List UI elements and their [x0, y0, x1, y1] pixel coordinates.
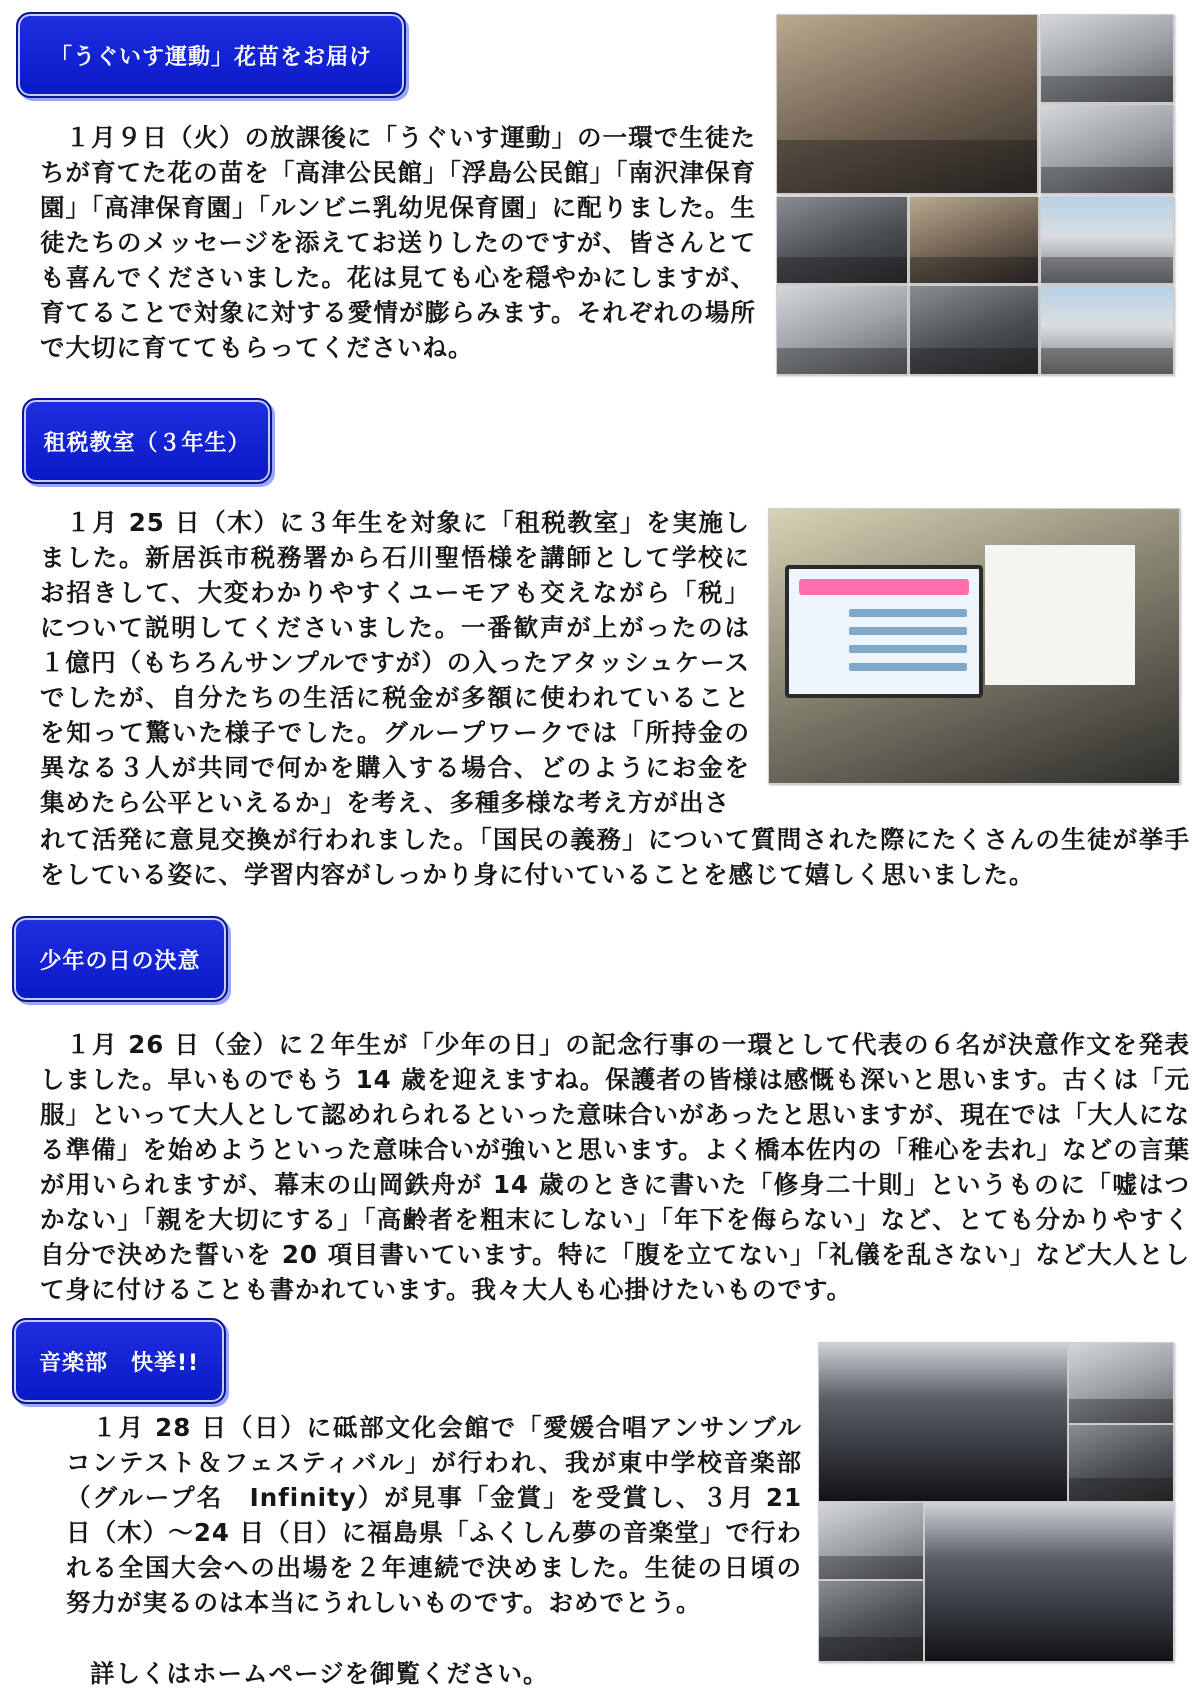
classroom-screen — [785, 565, 983, 698]
section-heading-uguisu — [16, 12, 406, 98]
section-body-music-club: １月 28 日（日）に砥部文化会館で「愛媛合唱アンサンブルコンテスト＆フェスティバル」が行われ、我が東中学校音楽部（グループ名 Infinity）が見事「金賞」を受賞し、３月 21 日（木）～24 日（日）に福島県「ふくしん夢の音楽堂」で行われる全国大会への出場を２年連続で決めました。生徒の日頃の努力が実るのは本当にうれしいものです。おめでとう。 — [66, 1413, 802, 1617]
photo — [776, 14, 1038, 194]
photo — [818, 1502, 924, 1580]
photo — [1040, 285, 1174, 375]
section-heading-youth-day — [12, 916, 228, 1002]
section-heading-text: 音楽部 快挙!! — [38, 1350, 200, 1376]
photo — [776, 285, 908, 375]
photo — [909, 196, 1039, 284]
section-heading-tax-class — [22, 398, 272, 484]
photo — [1040, 14, 1174, 103]
section-heading-text: 少年の日の決意 — [39, 948, 201, 974]
section-heading-music-club — [12, 1318, 226, 1404]
section-body-uguisu: １月９日（火）の放課後に「うぐいす運動」の一環で生徒たちが育てた花の苗を「高津公民館」「浮島公民館」「南沢津保育園」「高津保育園」「ルンビニ乳幼児保育園」に配りました。生徒たちのメッセージを添えてお送りしたのですが、皆さんとても喜んでくださいました。花は見ても心を穏やかにしますが、育てることで対象に対する愛情が膨らみます。それぞれの場所で大切に育ててもらってくださいね。 — [40, 123, 756, 362]
photo — [1068, 1424, 1174, 1502]
photo — [1068, 1342, 1174, 1424]
photo — [818, 1580, 924, 1662]
photo — [1040, 104, 1174, 194]
section-body-tax-class-bottom: れて活発に意見交換が行われました。「国民の義務」について質問された際にたくさんの生徒が挙手をしている姿に、学習内容がしっかり身に付いていることを感じて嬉しく思いました。 — [40, 825, 1190, 889]
photo — [776, 196, 908, 284]
photo — [818, 1342, 1068, 1502]
photo — [909, 285, 1039, 375]
photo — [1040, 196, 1174, 284]
section-body-youth-day: １月 26 日（金）に２年生が「少年の日」の記念行事の一環として代表の６名が決意作文を発表しました。早いものでもう 14 歳を迎えますね。保護者の皆様は感慨も深いと思います。古くは「元服」といって大人として認めれられるといった意味合いがあったと思いますが、現在では「大人になる準備」を始めようといった意味合いが強いと思います。よく橋本佐内の「稚心を去れ」などの言葉が用いられますが、幕末の山岡鉄舟が 14 歳のときに書いた「修身二十則」というものに「嘘はつかない」「親を大切にする」「高齢者を粗末にしない」「年下を侮らない」など、とても分かりやすく自分で決めた誓いを 20 項目書いています。特に「腹を立てない」「礼儀を乱さない」など大人として身に付けることも書かれています。我々大人も心掛けたいものです。 — [40, 1030, 1190, 1304]
section-heading-text: 「うぐいす運動」花苗をお届け — [49, 44, 372, 70]
classroom-whiteboard — [985, 545, 1135, 685]
footer-note: 詳しくはホームページを御覧ください。 — [90, 1659, 549, 1688]
photo — [924, 1502, 1174, 1662]
section-heading-text: 租税教室（３年生） — [43, 430, 251, 456]
section-body-tax-class-top: １月 25 日（木）に３年生を対象に「租税教室」を実施しました。新居浜市税務署から石川聖悟様を講師として学校にお招きして、大変わかりやすくユーモアも交えながら「税」について説明してくださいました。一番歓声が上がったのは１億円（もちろんサンプルですが）の入ったアタッシュケースでしたが、自分たちの生活に税金が多額に使われていることを知って驚いた様子でした。グループワークでは「所持金の異なる３人が共同で何かを購入する場合、どのようにお金を集めたら公平といえるか」を考え、多種多様な考え方が出さ — [40, 508, 750, 817]
